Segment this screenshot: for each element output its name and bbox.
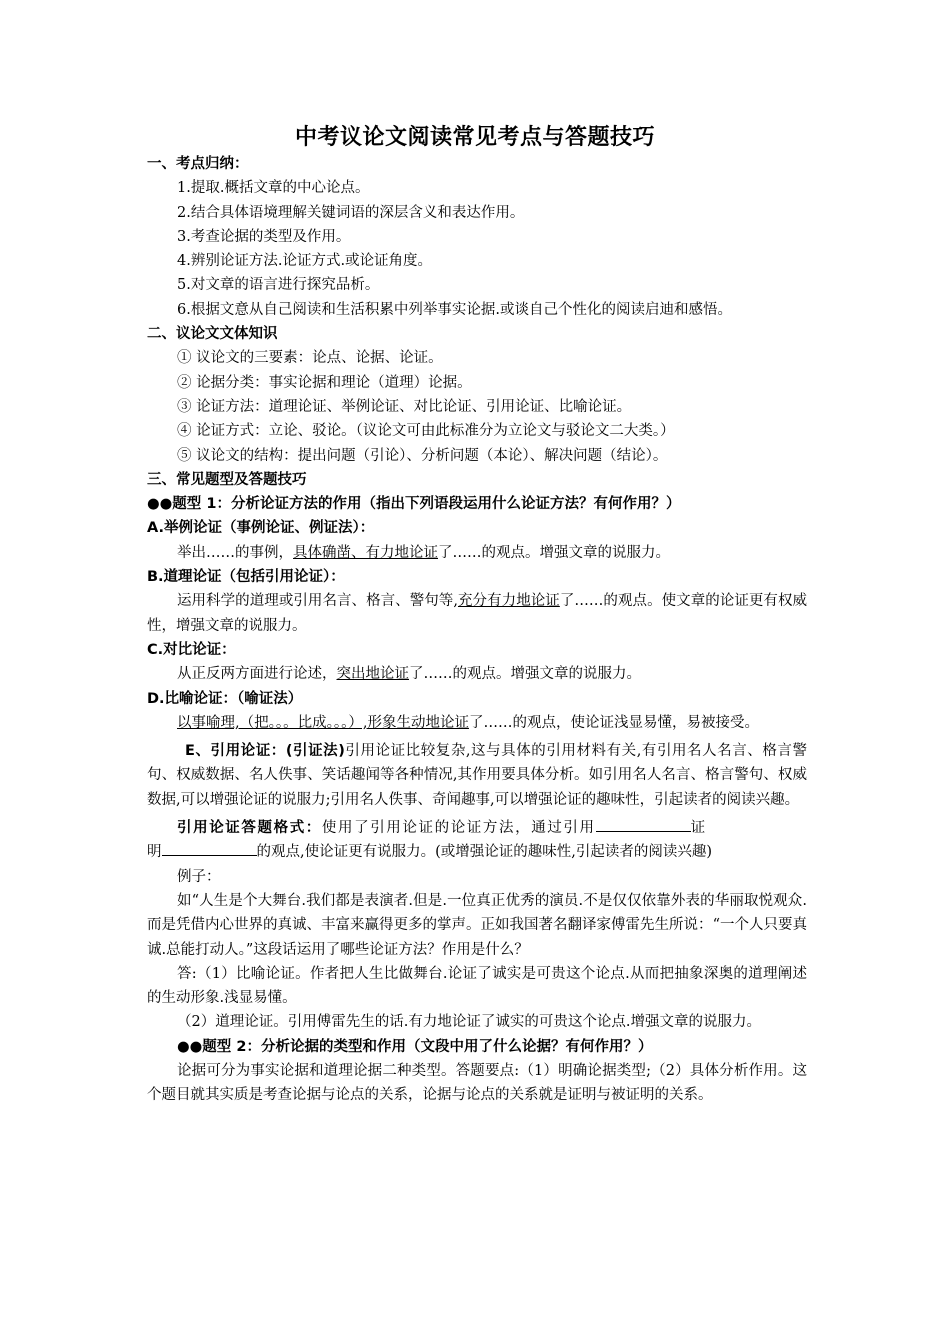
format-line-2: 明 的观点,使论证更有说服力。(或增强论证的趣味性,引起读者的阅读兴趣) xyxy=(147,840,807,864)
method-d-text: 以事喻理,（把。。。比成。。。）,形象生动地论证了……的观点，使论证浅显易懂，易被接受。 xyxy=(177,714,759,731)
example-text: 如“人生是个大舞台.我们都是表演者.但是.一位真正优秀的演员.不是仅仅依靠外表的华丽取悦观众.而是凭借内心世界的真诚、丰富来赢得更多的掌声。正如我国著名翻译家傅雷先生所说：“一个人只要真诚.总能打动人。”这段话运用了哪些论证方法？作用是什么？ xyxy=(147,892,807,958)
list-item: ⑤ 议论文的结构：提出问题（引论）、分析问题（本论）、解决问题（结论）。 xyxy=(177,447,668,464)
fill-blank xyxy=(162,841,257,856)
method-a-text: 举出……的事例，具体确凿、有力地论证了……的观点。增强文章的说服力。 xyxy=(177,544,670,561)
list-item: ③ 论证方法：道理论证、举例论证、对比论证、引用论证、比喻论证。 xyxy=(177,398,632,415)
document-title: 中考议论文阅读常见考点与答题技巧 xyxy=(294,125,655,150)
list-item: 4.辨别论证方法.论证方式.或论证角度。 xyxy=(177,253,433,270)
question-type-2: ●●题型 2：分析论据的类型和作用（文段中用了什么论据？有何作用？） xyxy=(177,1038,653,1055)
section-heading-2: 二、议论文文体知识 xyxy=(147,326,278,343)
list-item: 2.结合具体语境理解关键词语的深层含义和表达作用。 xyxy=(177,204,525,221)
question-type-2-text: 论据可分为事实论据和道理论据二种类型。答题要点:（1）明确论据类型;（2）具体分析作用。这个题目就其实质是考查论据与论点的关系，论据与论点的关系就是证明与被证明的关系。 xyxy=(147,1062,807,1104)
method-c-label: C.对比论证： xyxy=(147,641,236,658)
format-line-1: 引用论证答题格式：使用了引用论证的论证方法，通过引用 证 xyxy=(147,816,807,840)
method-b-label: B.道理论证（包括引用论证）： xyxy=(147,569,345,586)
list-item: 3.考查论据的类型及作用。 xyxy=(177,228,351,245)
method-c-text: 从正反两方面进行论述，突出地论证了……的观点。增强文章的说服力。 xyxy=(177,666,641,683)
list-item: 6.根据文意从自己阅读和生活积累中列举事实论据.或谈自己个性化的阅读启迪和感悟。 xyxy=(177,301,732,318)
list-item: ④ 论证方式：立论、驳论。（议论文可由此标准分为立论文与驳论文二大类。） xyxy=(177,423,675,440)
method-d-label: D.比喻论证：（喻证法） xyxy=(147,690,303,707)
answer-2: （2）道理论证。引用傅雷先生的话.有力地论证了诚实的可贵这个论点.增强文章的说服力。 xyxy=(177,1014,761,1031)
example-label: 例子： xyxy=(177,868,221,885)
section-heading-1: 一、考点归纳： xyxy=(147,156,249,172)
question-type-1: ●●题型 1：分析论证方法的作用（指出下列语段运用什么论证方法？有何作用？） xyxy=(147,496,681,513)
answer-1: 答:（1）比喻论证。作者把人生比做舞台.论证了诚实是可贵这个论点.从而把抽象深奥的道理阐述的生动形象.浅显易懂。 xyxy=(147,965,807,1007)
list-item: 1.提取.概括文章的中心论点。 xyxy=(177,180,370,197)
method-a-label: A.举例论证（事例论证、例证法）： xyxy=(147,520,375,537)
fill-blank xyxy=(596,817,691,832)
document-body xyxy=(147,152,807,1108)
list-item: ① 议论文的三要素：论点、论据、论证。 xyxy=(177,350,443,367)
method-b-text: 运用科学的道理或引用名言、格言、警句等,充分有力地论证了……的观点。使文章的论证更有权威性，增强文章的说服力。 xyxy=(147,593,808,634)
method-e-paragraph: E、引用论证：(引证法)引用论证比较复杂,这与具体的引用材料有关,有引用名人名言、格言警句、权威数据、名人佚事、笑话趣闻等各种情况,其作用要具体分析。如引用名人名言、格言警句、权威数据,可以增强论证的说服力;引用名人佚事、奇闻趣事,可以增强论证的趣味性，引起读者的阅读兴趣。 xyxy=(147,743,807,808)
list-item: ② 论据分类：事实论据和理论（道理）论据。 xyxy=(177,374,472,391)
section-heading-3: 三、常见题型及答题技巧 xyxy=(147,471,307,488)
list-item: 5.对文章的语言进行探究品析。 xyxy=(177,277,380,294)
